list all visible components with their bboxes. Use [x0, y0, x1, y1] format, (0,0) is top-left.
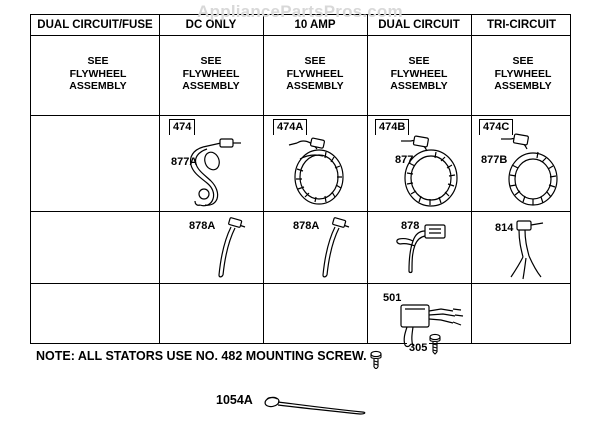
see-line-1: SEE	[512, 55, 534, 67]
wire-art-878a-col2	[209, 217, 265, 281]
see-line-3: ASSEMBLY	[390, 80, 448, 92]
ref-878A-col3: 878A	[293, 220, 320, 232]
see-line-3: ASSEMBLY	[182, 80, 240, 92]
ref-877B: 877B	[481, 154, 508, 166]
see-line-1: SEE	[87, 55, 109, 67]
column-divider-2	[263, 15, 264, 343]
ref-474: 474	[169, 119, 195, 135]
ref-878: 878	[401, 220, 420, 232]
stator-art-877	[383, 133, 469, 211]
see-flywheel-assembly-col5	[483, 55, 563, 93]
see-line-2: FLYWHEEL	[69, 67, 127, 80]
header-dual-circuit-fuse: DUAL CIRCUIT/FUSE	[37, 19, 153, 31]
note-text: NOTE: ALL STATORS USE NO. 482 MOUNTING SCREW.	[36, 349, 367, 363]
ref-877: 877	[395, 154, 414, 166]
row-divider-2	[31, 211, 570, 212]
wire-art-878	[379, 221, 459, 281]
header-10-amp: 10 AMP	[294, 19, 336, 31]
watermark: AppliancePartsPros.com	[197, 2, 403, 21]
screw-icon-note	[368, 349, 390, 369]
row-divider-1	[31, 115, 570, 116]
dipstick-art-1054a	[262, 392, 372, 416]
ref-474B: 474B	[375, 119, 409, 135]
see-line-2: FLYWHEEL	[390, 67, 448, 80]
see-flywheel-assembly-col2	[171, 55, 251, 93]
ref-501: 501	[383, 292, 402, 304]
see-line-1: SEE	[408, 55, 430, 67]
ref-878A-col2: 878A	[189, 220, 216, 232]
see-flywheel-assembly-col4	[379, 55, 459, 93]
see-line-3: ASSEMBLY	[69, 80, 127, 92]
see-line-1: SEE	[304, 55, 326, 67]
row-divider-header	[31, 35, 570, 36]
parts-diagram-table	[30, 14, 571, 354]
see-line-2: FLYWHEEL	[182, 67, 240, 80]
stator-art-474a	[281, 133, 363, 211]
header-tri-circuit: TRI-CIRCUIT	[487, 19, 556, 31]
column-divider-1	[159, 15, 160, 343]
see-flywheel-assembly-col1	[55, 55, 141, 93]
column-divider-3	[367, 15, 368, 343]
ref-877A: 877A	[171, 156, 198, 168]
stator-art-877b	[491, 131, 573, 211]
header-dc-only: DC ONLY	[185, 19, 237, 31]
see-line-1: SEE	[200, 55, 222, 67]
ref-305: 305	[409, 342, 428, 354]
wire-art-814	[509, 215, 573, 283]
column-divider-4	[471, 15, 472, 343]
header-dual-circuit: DUAL CIRCUIT	[378, 19, 460, 31]
ref-474C: 474C	[479, 119, 513, 135]
screw-art-305	[425, 333, 445, 355]
ref-814: 814	[495, 222, 514, 234]
see-line-2: FLYWHEEL	[286, 67, 344, 80]
see-line-3: ASSEMBLY	[494, 80, 552, 92]
see-flywheel-assembly-col3	[275, 55, 355, 93]
bottom-part-label: 1054A	[216, 393, 253, 407]
wire-art-878a-col3	[313, 217, 369, 281]
see-line-2: FLYWHEEL	[494, 67, 552, 80]
see-line-3: ASSEMBLY	[286, 80, 344, 92]
row-divider-3	[31, 283, 570, 284]
ref-474A: 474A	[273, 119, 307, 135]
stator-art-877a	[181, 133, 261, 211]
